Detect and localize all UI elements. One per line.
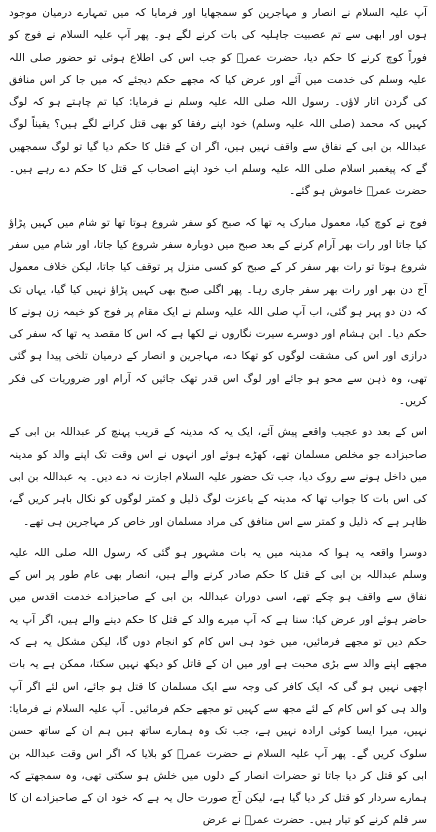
paragraph-1: آپ علیہ السلام نے انصار و مہاجرین کو سمجھایا اور فرمایا کہ میں تمہارے درمیان موجود ہوں اور ابھی سے تم عصبیت جاہلیہ کی بات کرنے لگے ہو۔ پھر آپ علیہ السلام نے فوج کو فوراً کوچ کرنے کا حکم دیا، حضرت عمرؓ کو جب اس کی اطلاع ہوئی تو حضور صلی اللہ علیہ وسلم کی خدمت میں آئے اور عرض کیا کہ مجھے حکم دیجئے کہ میں جا کر اس منافق کی گردن اتار لاؤں۔ رسول اللہ صلی اللہ علیہ وسلم نے فرمایا: کیا تم چاہتے ہو کہ لوگ کہیں کہ محمد (صلی اللہ علیہ وسلم) خود اپنے رفقا کو بھی قتل کرانے لگے ہیں؟ یقیناً لوگ عبداللہ بن ابی کے نفاق سے واقف نہیں ہیں، اگر ان کے قتل کا حکم دیا گیا تو لوگ سمجھیں گے کہ پیغمبر اسلام صلی اللہ علیہ وسلم اب خود اپنے اصحاب کے قتل کا حکم دے رہے ہیں۔ حضرت عمرؓ خاموش ہو گئے۔	[9, 7, 427, 198]
paragraph-4: دوسرا واقعہ یہ ہوا کہ مدینہ میں یہ بات مشہور ہو گئی کہ رسول اللہ صلی اللہ علیہ وسلم عبداللہ بن ابی کے قتل کا حکم صادر کرنے والے ہیں، انصار بھی عام طور پر اس کے نفاق سے واقف ہو چکے تھے، اسی دوران عبداللہ بن ابی کے صاحبزادے خدمت اقدس میں حاضر ہوئے اور عرض کیا: سنا ہے کہ آپ میرے والد کے قتل کا حکم دینے والے ہیں، اگر آپ یہ حکم دیں تو مجھے فرمائیں، میں خود ہی اس کام کو انجام دوں گا، لیکن مشکل یہ ہے کہ مجھے اپنے والد سے بڑی محبت ہے اور میں ان کے قاتل کو دیکھ نہیں سکتا، ممکن ہے یہ بات اچھی نہیں ہو گی کہ ایک کافر کی وجہ سے ایک مسلمان کا قتل ہو جائے، اس لئے اگر آپ والد ہی کو اس کام کے لئے مجھ سے کہیں تو مجھے حکم فرمائیں۔ آپ علیہ السلام نے فرمایا: نہیں، میرا ایسا کوئی ارادہ نہیں ہے، جب تک وہ ہمارے ساتھ ہیں ہم ان کے ساتھ حسن سلوک کریں گے۔ پھر آپ علیہ السلام نے حضرت عمرؓ کو بلایا کہ اگر اس وقت عبداللہ بن ابی کو قتل کر دیا جاتا تو حضرات انصار کے دلوں میں خلش ہو سکتی تھی، وہ سمجھتے کہ ہمارے سردار کو قتل کر دیا گیا ہے، لیکن آج صورت حال یہ ہے کہ خود ان کے صاحبزادے ان کا سر قلم کرنے کو تیار ہیں۔ حضرت عمرؓ نے عرض	[9, 546, 427, 827]
paragraph-3: اس کے بعد دو عجیب واقعے پیش آئے، ایک یہ کہ مدینہ کے قریب پہنچ کر عبداللہ بن ابی کے صاحبزادے جو مخلص مسلمان تھے، کھڑے ہوئے اور انہوں نے اس وقت تک اپنے والد کو مدینہ میں داخل ہونے سے روک دیا، جب تک حضور علیہ السلام اجازت نہ دے دیں۔ یہ عبداللہ بن ابی کی اس بات کا جواب تھا کہ مدینہ کے باعزت لوگ ذلیل و کمتر لوگوں کو نکال باہر کریں گے، ظاہر ہے کہ ذلیل و کمتر سے اس منافق کی مراد مسلمان اور خاص کر مہاجرین ہی تھے۔	[9, 426, 427, 528]
paragraph-2: فوج نے کوچ کیا، معمول مبارک یہ تھا کہ صبح کو سفر شروع ہوتا تھا تو شام میں کہیں پڑاؤ کیا جاتا اور رات بھر آرام کرنے کے بعد صبح میں دوبارہ سفر شروع کیا جاتا، اور شام میں سفر شروع ہوتا تو رات بھر سفر کر کے صبح کو کسی منزل پر توقف کیا جاتا، لیکن خلاف معمول آج دن بھر اور رات بھر سفر جاری رہا۔ پھر اگلی صبح بھی کہیں پڑاؤ نہیں کیا گیا، یہاں تک کہ دن دو پہر ہو گئی، اب آپ صلی اللہ علیہ وسلم نے ایک مقام پر فوج کو خیمہ زن ہونے کا حکم دیا۔ ابن ہشام اور دوسرے سیرت نگاروں نے لکھا ہے کہ اس کا مقصد یہ تھا کہ سفر کی درازی اور اس کی مشقت لوگوں کو تھکا دے، مہاجرین و انصار کے درمیان تلخی پیدا ہو گئی تھی، وہ ذہن سے محو ہو جائے اور لوگ اس قدر تھک جائیں کہ آرام اور ضروریات کی فکر کریں۔	[9, 216, 427, 408]
